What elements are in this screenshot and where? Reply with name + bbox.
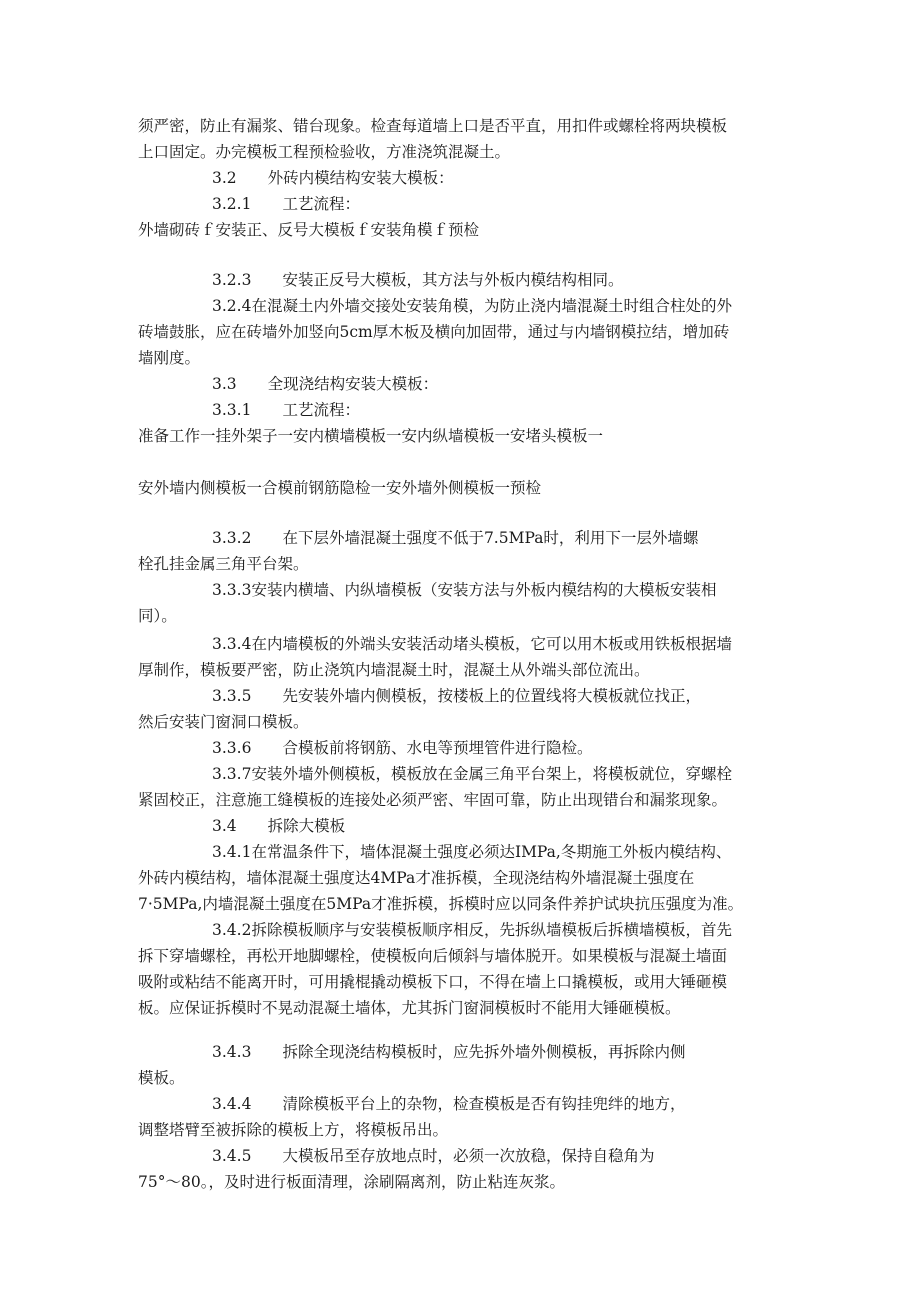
paragraph-line: 3.4.5 大模板吊至存放地点时，必须一次放稳，保持自稳角为 (212, 1147, 655, 1165)
paragraph-line: 拆下穿墙螺栓，再松开地脚螺栓，使模板向后倾斜与墙体脱开。如果模板与混凝土墙面 (138, 947, 728, 965)
paragraph-line: 3.3.2 在下层外墙混凝土强度不低于7.5MPa时，利用下一层外墙螺 (212, 529, 699, 547)
paragraph-line: 墙刚度。 (138, 349, 201, 367)
paragraph-line: 上口固定。办完模板工程预检验收，方准浇筑混凝土。 (138, 143, 511, 161)
paragraph-line: 厚制作，模板要严密，防止浇筑内墙混凝土时，混凝土从外端头部位流出。 (138, 661, 650, 679)
subsection-heading: 3.2.1 工艺流程： (212, 195, 360, 213)
paragraph-line: 须严密，防止有漏浆、错台现象。检查每道墙上口是否平直，用扣件或螺栓将两块模板 (138, 117, 728, 135)
process-flow-line: 安外墙内侧模板一合模前钢筋隐检一安外墙外侧模板一预检 (138, 479, 542, 497)
paragraph-line: 3.2.3 安装正反号大模板，其方法与外板内模结构相同。 (212, 271, 624, 289)
process-flow-line: 准备工作一挂外架子一安内横墙模板一安内纵墙模板一安堵头模板一 (138, 427, 604, 445)
paragraph-line: 75°～80。，及时进行板面清理，涂刷隔离剂，防止粘连灰浆。 (138, 1173, 565, 1191)
paragraph-line: 栓孔挂金属三角平台架。 (138, 555, 309, 573)
subsection-heading: 3.3.1 工艺流程： (212, 401, 360, 419)
section-heading: 3.4 拆除大模板 (212, 817, 346, 835)
paragraph-line: 紧固校正，注意施工缝模板的连接处必须严密、牢固可靠，防止出现错台和漏浆现象。 (138, 791, 728, 809)
paragraph-line: 3.3.3安装内横墙、内纵墙模板（安装方法与外板内模结构的大模板安装相 (212, 581, 717, 599)
paragraph-line: 3.4.4 清除模板平台上的杂物，检查模板是否有钩挂兜绊的地方， (212, 1095, 686, 1113)
paragraph-line: 模板。 (138, 1069, 185, 1087)
section-heading: 3.3 全现浇结构安装大模板： (212, 375, 439, 393)
process-flow-line: 外墙砌砖ｆ安装正、反号大模板ｆ安装角模ｆ预检 (138, 221, 480, 239)
paragraph-line: 板。应保证拆模时不晃动混凝土墙体，尤其拆门窗洞模板时不能用大锤砸模板。 (138, 999, 681, 1017)
paragraph-line: 3.4.2拆除模板顺序与安装模板顺序相反，先拆纵墙模板后拆横墙模板，首先 (212, 921, 732, 939)
paragraph-line: 3.4.3 拆除全现浇结构模板时，应先拆外墙外侧模板，再拆除内侧 (212, 1043, 686, 1061)
paragraph-line: 7·5MPa,内墙混凝土强度在5MPa才准拆模，拆模时应以同条件养护试块抗压强度为准。 (138, 895, 744, 913)
paragraph-line: 3.3.5 先安装外墙内侧模板，按楼板上的位置线将大模板就位找正， (212, 687, 701, 705)
paragraph-line: 同）。 (138, 607, 177, 625)
paragraph-line: 调整塔臂至被拆除的模板上方，将模板吊出。 (138, 1121, 449, 1139)
paragraph-line: 3.3.4在内墙模板的外端头安装活动堵头模板，它可以用木板或用铁板根据墙 (212, 635, 732, 653)
paragraph-line: 3.2.4在混凝土内外墙交接处安装角模，为防止浇内墙混凝土时组合柱处的外 (212, 297, 732, 315)
paragraph-line: 然后安装门窗洞口模板。 (138, 713, 309, 731)
paragraph-line: 3.3.6 合模板前将钢筋、水电等预埋管件进行隐检。 (212, 739, 593, 757)
section-heading: 3.2 外砖内模结构安装大模板： (212, 169, 454, 187)
paragraph-line: 吸附或粘结不能离开时，可用撬棍撬动模板下口，不得在墙上口撬模板，或用大锤砸模 (138, 973, 728, 991)
paragraph-line: 3.4.1在常温条件下，墙体混凝土强度必须达IMPa,冬期施工外板内模结构、 (212, 843, 732, 861)
paragraph-line: 砖墙鼓胀，应在砖墙外加竖向5cm厚木板及横向加固带，通过与内墙钢模拉结，增加砖 (138, 323, 730, 341)
paragraph-line: 外砖内模结构，墙体混凝土强度达4MPa才准拆模，全现浇结构外墙混凝土强度在 (138, 869, 695, 887)
paragraph-line: 3.3.7安装外墙外侧模板，模板放在金属三角平台架上，将模板就位，穿螺栓 (212, 765, 732, 783)
